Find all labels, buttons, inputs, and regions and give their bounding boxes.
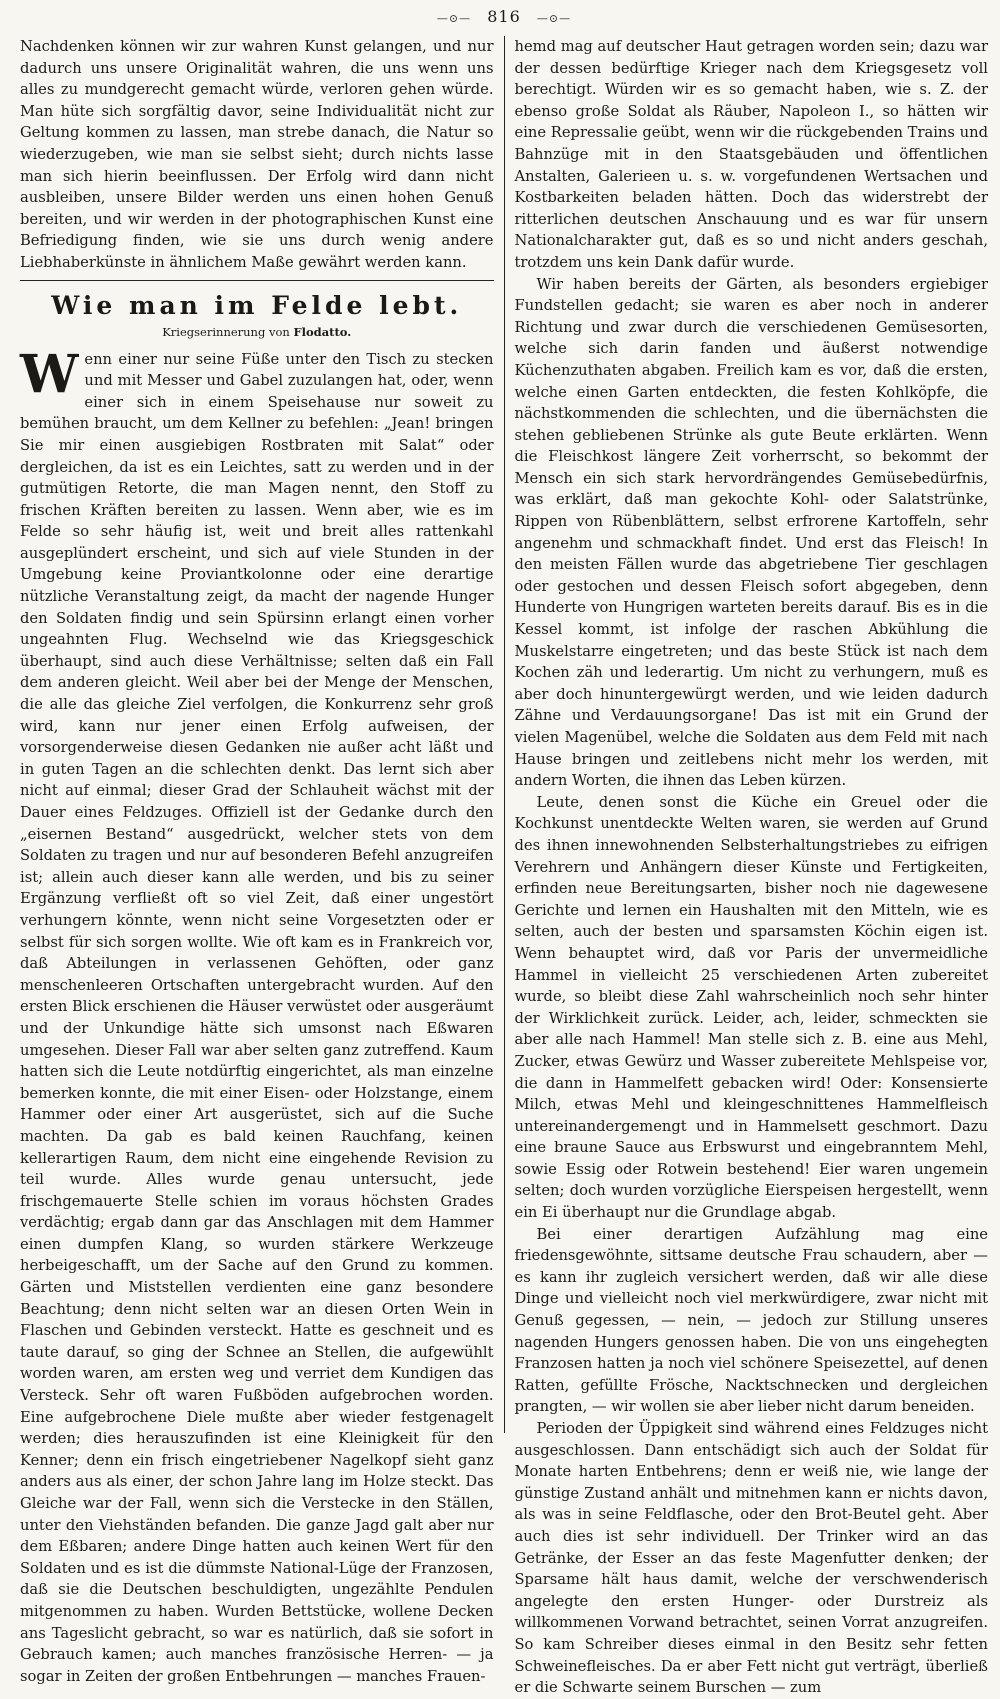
article-author: Flodatto. [293,324,352,339]
article-title: Wie man im Felde lebt. [51,290,463,320]
article-subtitle-prefix: Kriegserinnerung von [162,324,290,339]
text-columns [20,36,988,1697]
right-column [505,36,989,1697]
article-body [20,343,494,1688]
paragraph: hemd mag auf deutscher Haut getragen worden sein; dazu war der dessen bedürftige Krieger nach dem Kriegsgesetz voll berechtigt. Würden wir es so gemacht haben, wie s. Z. der ebenso große Soldat als Räuber, Napoleon I., so hätten wir eine Repressalie geübt, wenn wir die rückgebenden Trains und Bahnzüge mit in den Staatsgebäuden und öffentlichen Anstalten, Galerieen u. s. w. vorgefundenen Wertsachen und Kostbarkeiten beladen hätten. Doch das widerstrebt der ritterlichen deutschen Anschauung und es war für unsern Nationalcharakter gut, daß es so und nicht anders geschah, trotzdem uns kein Dank dafür wurde. [514,38,988,271]
previous-article-ending: Nachdenken können wir zur wahren Kunst gelangen, und nur dadurch uns unsere Originalität wahren, die uns wenn uns alles zu mundgerecht gemacht würde, verloren gehen würde. Man hüte sich sorgfältig davor, seine Individualität nicht zur Geltung kommen zu lassen, man strebe danach, die Natur so wiederzugeben, wie man sie selbst sieht; durch nichts lasse man sich hierin beeinflussen. Der Erfolg wird dann nicht ausbleiben, unsere Bilder werden uns einen hohen Genuß bereiten, und wir werden in der photographischen Kunst eine Befriedigung finden, wie sie uns durch wenig andere Liebhaberkünste in ähnlichem Maße gewährt werden kann. [20,38,494,271]
paragraph: Perioden der Üppigkeit sind während eines Feldzuges nicht ausgeschlossen. Dann entschädigt sich auch der Soldat für Monate harten Entbehrens; denn er weiß nie, wie lange der günstige Zustand anhält und mitnehmen kann er nichts davon, als was in seine Feldflasche, oder den Brot-Beutel geht. Aber auch dies ist sehr individuell. Der Trinker wird an das Getränke, der Esser an das feste Magenfutter denken; der Sparsame hält haus damit, welche der verschwenderisch angelegte den ersten Hunger- oder Durstreiz als willkommenen Vorwand betrachtet, seinen Vorrat anzugreifen. So kam Schreiber dieses einmal in den Besitz sehr fetten Schweinefleisches. Da er aber Fett nicht gut verträgt, überließ er die Schwarte seinem Burschen — zum [514,1420,988,1697]
paragraph: Bei einer derartigen Aufzählung mag eine friedensgewöhnte, sittsame deutsche Frau schaudern, aber — es kann ihr zugleich versichert werden, daß wir alle diese Dinge und vielleicht noch viel merkwürdigere, zwar nicht mit Genuß gegessen, — nein, — jedoch zur Stillung unseres nagenden Hungers genossen haben. Die von uns eingehegten Franzosen hatten ja noch viel schönere Speisezettel, auf denen Ratten, gefüllte Frösche, Nacktschnecken und dergleichen prangten, — wir wollen sie aber lieber nicht darum beneiden. [514,1225,988,1416]
left-column [20,36,504,1685]
paragraph: Wir haben bereits der Gärten, als besonders ergiebiger Fundstellen gedacht; sie waren es aber noch in anderer Richtung und zwar durch die verschiedenen Gemüsesorten, welche sich darin fanden und äußerst notwendige Küchenzuthaten abgaben. Freilich kam es vor, daß die ersten, welche einen Garten entdeckten, die festen Kohlköpfe, die nächstkommenden die schlechten, und die übernächsten die stehen gebliebenen Strünke als gute Beute erklärten. Wenn die Fleischkost längere Zeit vorherrscht, so bekommt der Mensch ein sich stark hervordrängendes Gemüsebedürfnis, was erklärt, daß man gekochte Kohl- oder Salatstrünke, Rippen von Rübenblättern, selbst erfrorene Kartoffeln, sehr angenehm und schmackhaft findet. Und erst das Fleisch! In den meisten Fällen wurde das abgetriebene Tier geschlagen oder gestochen und dessen Fleisch sofort abgegeben, denn Hunderte von Hungrigen warteten bereits darauf. Bis es in die Kessel kommt, ist infolge der raschen Abkühlung die Muskelstarre eingetreten; und das beste Stück ist nach dem Kochen zäh und lederartig. Um nicht zu verhungern, muß es aber doch hinuntergewürgt werden, und wie leiden dadurch Zähne und Verdauungsorgane! Das ist mit ein Grund der vielen Magenübel, welche die Soldaten aus dem Feld mit nach Hause bringen und zeitlebens nicht mehr los werden, mit andern Worten, die ihnen das Leben kürzen. [514,275,988,790]
article-body-text: enn einer nur seine Füße unter den Tisch zu stecken und mit Messer und Gabel zuzulangen hat, oder, wenn einer sich in einem Speisehause nur soweit zu bemühen braucht, um dem Kellner zu befehlen: „Jean! bringen Sie mir einen ausgiebigen Rostbraten mit Salat“ oder dergleichen, da ist es ein Leichtes, satt zu werden und in der gutmütigen Retorte, die man Magen nennt, den Stoff zu frischen Kräften bereiten zu lassen. Wenn aber, wie es im Felde so sehr häufig ist, weit und breit alles rattenkahl ausgeplündert erscheint, und sich auf viele Stunden in der Umgebung keine Proviantkolonne oder eine derartige nützliche Veranstaltung zeigt, da macht der nagende Hunger den Soldaten findig und sein Spürsinn erlangt einen vorher ungeahnten Flug. Wechselnd wie das Kriegsgeschick überhaupt, sind auch diese Verhältnisse; selten daß ein Fall dem anderen gleicht. Weil aber bei der Menge der Menschen, die alle das gleiche Ziel verfolgen, die Konkurrenz sehr groß wird, kann nur jener einen Erfolg aufweisen, der vorsorgenderweise diesen Gedanken nie außer acht läßt und in guten Tagen an die schlechten denkt. Das lernt sich aber nicht auf einmal; dieser Grad der Schlauheit wächst mit der Dauer eines Feldzuges. Offiziell ist der Gedanke durch den „eisernen Bestand“ ausgedrückt, welcher stets von dem Soldaten zu tragen und nur auf besonderen Befehl anzugreifen ist; allein auch dieser kann alle werden, und bis zu seiner Ergänzung verfließt oft so viel Zeit, daß einer ungestört verhungern könnte, wenn nicht seine Vorgesetzten oder er selbst für sich sorgen wollte. Wie oft kam es in Frankreich vor, daß Abteilungen in verlassenen Gehöften, oder ganz menschenleeren Ortschaften untergebracht wurden. Auf den ersten Blick erschienen die Häuser verwüstet oder ausgeräumt und der Unkundige hätte sich umsonst nach Eßwaren umgesehen. Dieser Fall war aber selten ganz zutreffend. Kaum hatten sich die Leute notdürftig eingerichtet, als man einzelne bemerken konnte, die mit einer Eisen- oder Holzstange, einem Hammer oder einer Art ausgerüstet, sich auf die Suche machten. Da gab es bald keinen Rauchfang, keinen kellerartigen Raum, dem nicht eine eingehende Revision zu teil wurde. Alles wurde genau untersucht, jede frischgemauerte Stelle schien im voraus höchsten Grades verdächtig; ergab dann gar das Anschlagen mit dem Hammer einen dumpfen Klang, so wurden stärkere Werkzeuge herbeigeschafft, um der Sache auf den Grund zu kommen. Gärten und Miststellen verdienten eine ganz besondere Beachtung; denn nicht selten war an diesen Orten Wein in Flaschen und Gebinden versteckt. Hatte es geschneit und es taute darauf, so ging der Schnee an Stellen, die aufgewühlt worden waren, am ersten weg und verriet dem Kundigen das Versteck. Sehr oft waren Fußböden aufgebrochen worden. Eine aufgebrochene Diele mußte aber wieder festgenagelt werden; dies herauszufinden ist eine Kleinigkeit für den Kenner; denn ein frisch eingetriebener Nagelkopf sieht ganz anders aus als einer, der schon Jahre lang im Holze steckt. Das Gleiche war der Fall, wenn sich die Verstecke in den Ställen, unter den Viehständen befanden. Die ganze Jagd galt aber nur dem Eßbaren; andere Dinge hatten auch keinen Wert für den Soldaten und es ist die dümmste National-Lüge der Franzosen, daß sie die Deutschen beschuldigten, ungezählte Pendulen mitgenommen zu haben. Wurden Bettstücke, wollene Decken ans Tageslicht gebracht, so war es natürlich, daß sie sofort in Gebrauch kamen; auch manches französische Herren- — ja sogar in Zeiten der großen Entbehrungen — manches Frauen- [20,350,494,1685]
article-subtitle [20,323,494,341]
header-ornament-left: —⊙— [436,12,472,25]
paragraph: Leute, denen sonst die Küche ein Greuel oder die Kochkunst unentdeckte Welten waren, sie werden auf Grund des ihnen innewohnenden Selbsterhaltungstriebes zu eifrigen Verehrern und Anhängern dieser Künste und Fertigkeiten, erfinden neue Bereitungsarten, bisher noch nie dagewesene Gerichte und lernen ein Haushalten mit den Mitteln, wie es selten, auch der besten und sparsamsten Köchin eigen ist. Wenn behauptet wird, daß vor Paris der unvermeidliche Hammel in vielleicht 25 verschiedenen Arten zubereitet wurde, so bleibt diese Zahl wahrscheinlich noch sehr hinter der Wirklichkeit zurück. Leider, ach, leider, schmeckten sie aber alle nach Hammel! Man stelle sich z. B. eine aus Mehl, Zucker, etwas Gewürz und Wasser zubereitete Mehlspeise vor, die dann in Hammelfett gebacken wird! Oder: Konsensierte Milch, etwas Mehl und kleingeschnittenes Hammelfleisch untereinandergemengt und in Hammelsett geschmort. Dazu eine braune Sauce aus Erbswurst und eingebranntem Mehl, sowie Essig oder Rotwein bestehend! Eier waren ungemein selten; doch wurden vorzügliche Eierspeisen hergestellt, wenn ein Ei überhaupt nur die Grundlage abgab. [514,793,988,1222]
drop-cap: W [20,343,79,405]
header-ornament-right: —⊙— [536,12,572,25]
article-separator [20,280,494,281]
page-header [20,6,988,28]
page-number: 816 [487,7,521,26]
